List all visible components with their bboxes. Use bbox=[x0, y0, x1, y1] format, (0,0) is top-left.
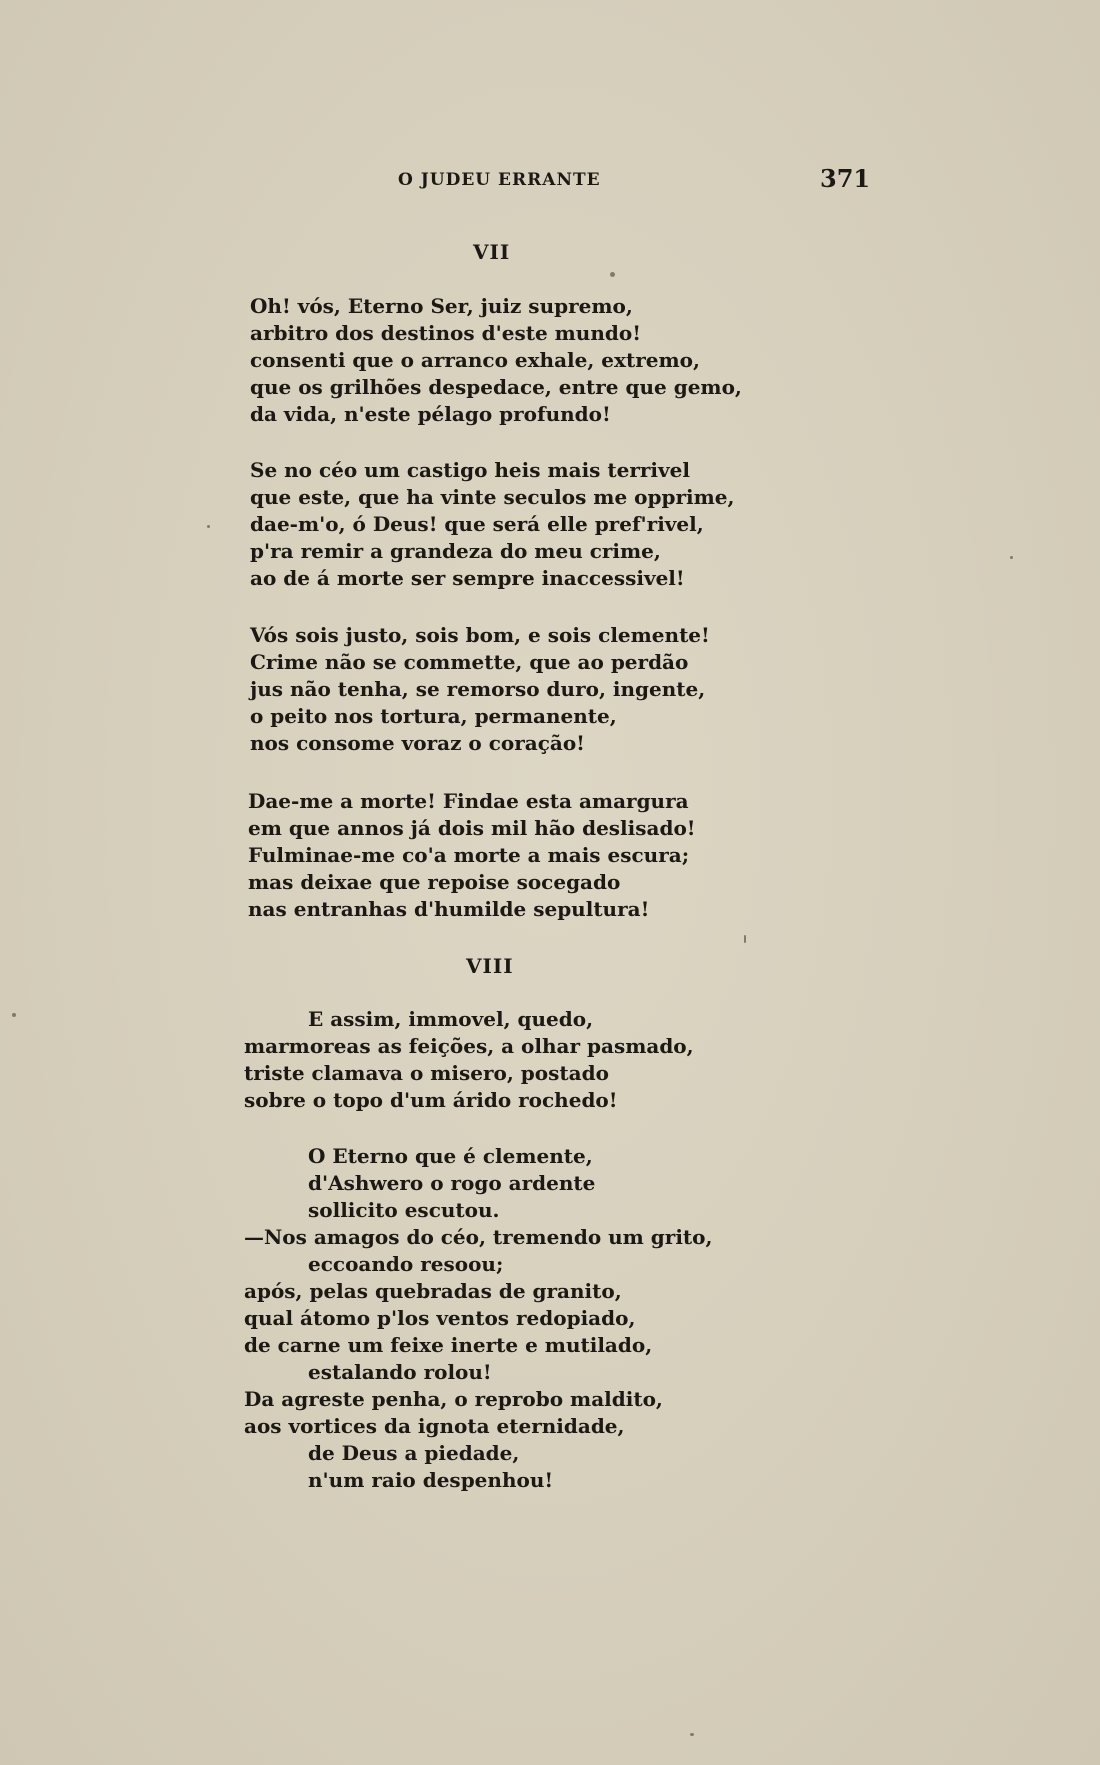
stanza-vii-1 bbox=[250, 293, 742, 428]
verse-line: p'ra remir a grandeza do meu crime, bbox=[250, 539, 661, 563]
verse-line: aos vortices da ignota eternidade, bbox=[244, 1414, 625, 1438]
verse-line: Se no céo um castigo heis mais terrivel bbox=[250, 458, 690, 482]
verse-line: Vós sois justo, sois bom, e sois clemente! bbox=[250, 623, 710, 647]
verse-line: Da agreste penha, o reprobo maldito, bbox=[244, 1387, 663, 1411]
verse-line: triste clamava o misero, postado bbox=[244, 1061, 609, 1085]
verse-line: —Nos amagos do céo, tremendo um grito, bbox=[244, 1225, 713, 1249]
verse-line: jus não tenha, se remorso duro, ingente, bbox=[250, 677, 706, 701]
verse-line: o peito nos tortura, permanente, bbox=[250, 704, 617, 728]
verse-line: sobre o topo d'um árido rochedo! bbox=[244, 1088, 618, 1112]
stanza-vii-3 bbox=[250, 622, 710, 757]
verse-line: Oh! vós, Eterno Ser, juiz supremo, bbox=[250, 294, 633, 318]
verse-line: O Eterno que é clemente, bbox=[308, 1144, 593, 1168]
verse-line: da vida, n'este pélago profundo! bbox=[250, 402, 611, 426]
verse-line: Crime não se commette, que ao perdão bbox=[250, 650, 689, 674]
verse-line: mas deixae que repoise socegado bbox=[248, 870, 621, 894]
stanza-viii-2 bbox=[244, 1143, 712, 1494]
verse-line: dae-m'o, ó Deus! que será elle pref'rivel, bbox=[250, 512, 704, 536]
stanza-vii-2 bbox=[250, 457, 734, 592]
verse-line: de carne um feixe inerte e mutilado, bbox=[244, 1333, 653, 1357]
verse-line: estalando rolou! bbox=[308, 1360, 492, 1384]
verse-line: n'um raio despenhou! bbox=[308, 1468, 554, 1492]
verse-line: consenti que o arranco exhale, extremo, bbox=[250, 348, 700, 372]
verse-line: E assim, immovel, quedo, bbox=[308, 1007, 594, 1031]
verse-line: Dae-me a morte! Findae esta amargura bbox=[248, 789, 689, 813]
verse-line: Fulminae-me co'a morte a mais escura; bbox=[248, 843, 690, 867]
stanza-vii-4 bbox=[248, 788, 696, 923]
running-title: O JUDEU ERRANTE bbox=[398, 170, 601, 190]
verse-line: arbitro dos destinos d'este mundo! bbox=[250, 321, 641, 345]
verse-line: de Deus a piedade, bbox=[308, 1441, 520, 1465]
verse-line: em que annos já dois mil hão deslisado! bbox=[248, 816, 696, 840]
verse-line: após, pelas quebradas de granito, bbox=[244, 1279, 622, 1303]
paper-speck bbox=[744, 935, 746, 943]
verse-line: d'Ashwero o rogo ardente bbox=[308, 1171, 596, 1195]
paper-speck bbox=[207, 525, 210, 528]
verse-line: qual átomo p'los ventos redopiado, bbox=[244, 1306, 636, 1330]
paper-speck bbox=[690, 1733, 694, 1736]
verse-line: eccoando resoou; bbox=[308, 1252, 504, 1276]
verse-line: que os grilhões despedace, entre que gemo, bbox=[250, 375, 742, 399]
verse-line: nas entranhas d'humilde sepultura! bbox=[248, 897, 650, 921]
verse-line: nos consome voraz o coração! bbox=[250, 731, 585, 755]
paper-speck bbox=[1010, 556, 1013, 559]
section-heading-viii: VIII bbox=[466, 954, 514, 978]
stanza-viii-1 bbox=[244, 1006, 694, 1114]
verse-line: marmoreas as feições, a olhar pasmado, bbox=[244, 1034, 694, 1058]
section-heading-vii: VII bbox=[473, 240, 511, 264]
verse-line: ao de á morte ser sempre inaccessivel! bbox=[250, 566, 685, 590]
paper-speck bbox=[610, 272, 615, 277]
verse-line: que este, que ha vinte seculos me opprime, bbox=[250, 485, 735, 509]
paper-speck bbox=[12, 1013, 16, 1017]
verse-line: sollicito escutou. bbox=[308, 1198, 500, 1222]
page-number: 371 bbox=[820, 164, 871, 193]
